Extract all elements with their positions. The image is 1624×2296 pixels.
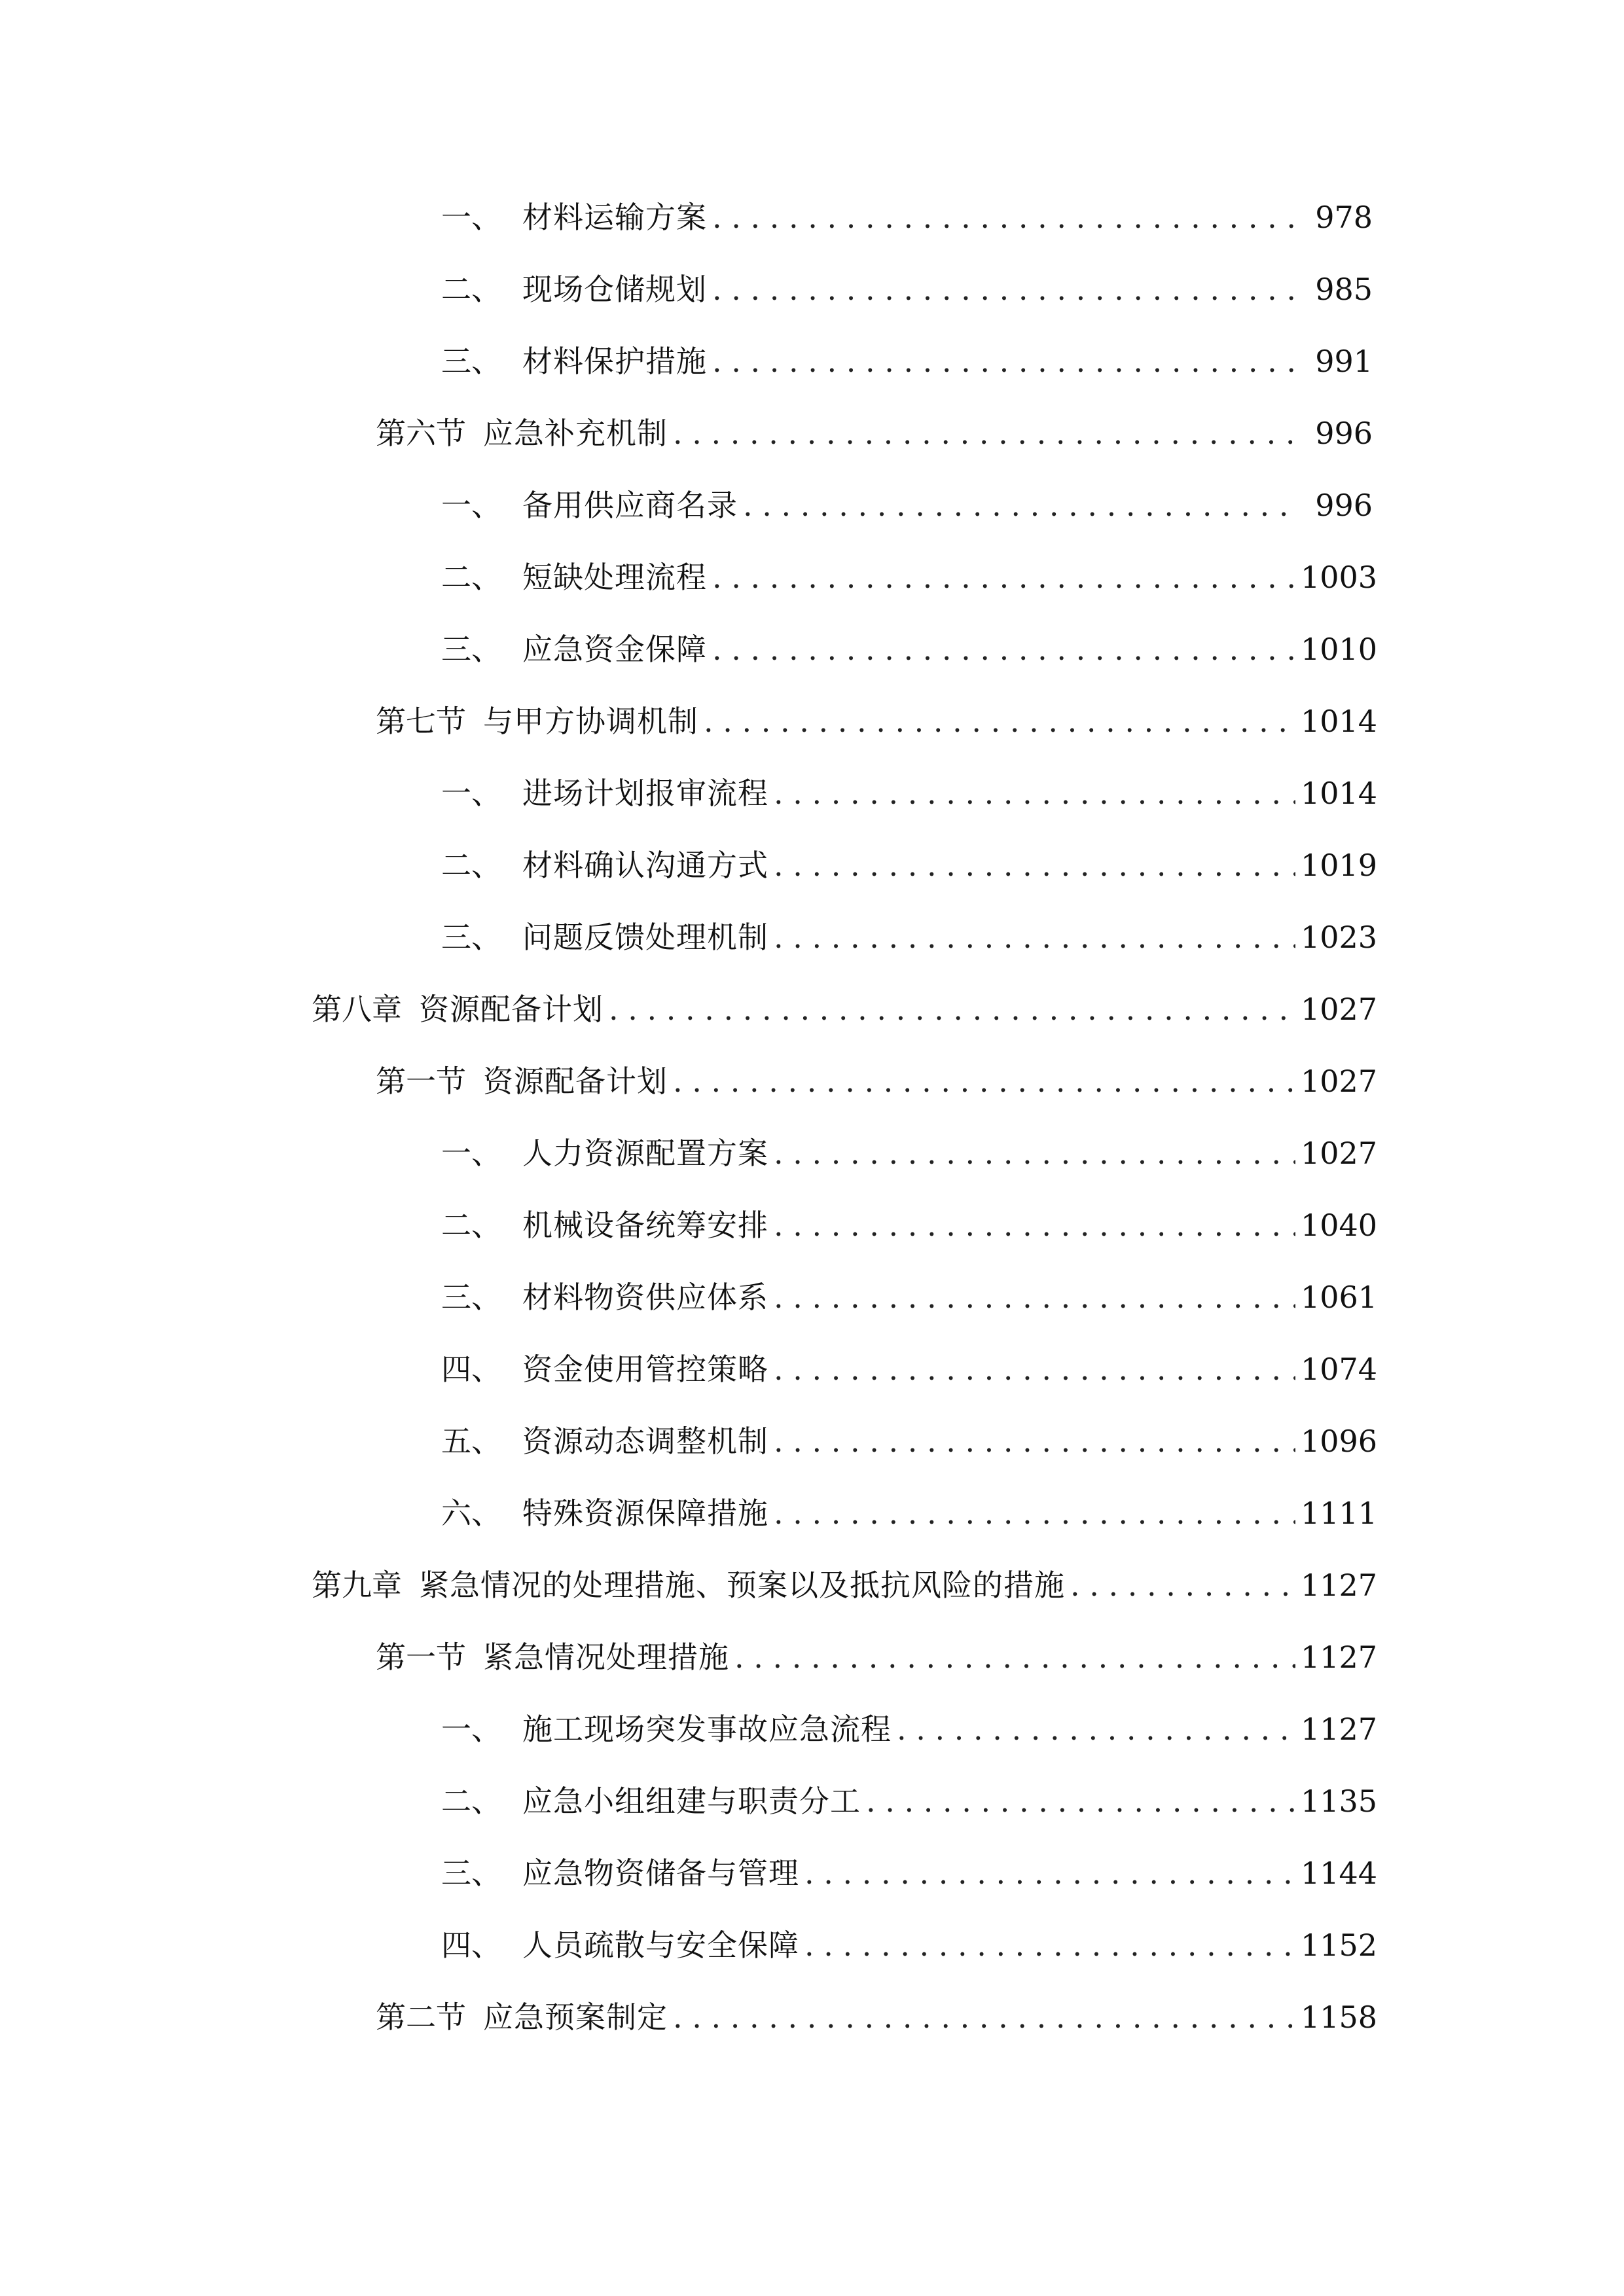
toc-entry[interactable] xyxy=(376,410,1624,457)
toc-entry[interactable] xyxy=(441,482,1624,529)
toc-entry-page: 1027 xyxy=(1301,992,1378,1027)
toc-entry[interactable] xyxy=(441,1346,1624,1393)
toc-entry-page: 996 xyxy=(1315,488,1373,523)
toc-entry-page: 1027 xyxy=(1301,1136,1378,1171)
toc-dot-leader xyxy=(609,986,1295,1033)
toc-entry-title: 资金使用管控策略 xyxy=(522,1352,768,1387)
toc-entry-title: 机械设备统筹安排 xyxy=(522,1208,768,1243)
toc-entry-title: 应急资金保障 xyxy=(522,632,707,667)
toc-dot-leader xyxy=(1070,1562,1295,1609)
toc-dot-leader xyxy=(774,1202,1295,1249)
toc-entry-title: 应急预案制定 xyxy=(483,2000,668,2035)
toc-entry-page: 985 xyxy=(1315,272,1373,307)
toc-entry-title: 现场仓储规划 xyxy=(522,272,707,307)
toc-entry-title: 人员疏散与安全保障 xyxy=(522,1928,799,1963)
toc-dot-leader xyxy=(712,626,1295,673)
toc-entry[interactable] xyxy=(441,1274,1624,1321)
toc-entry-page: 1152 xyxy=(1301,1928,1378,1963)
toc-entry-title: 材料保护措施 xyxy=(522,344,707,379)
toc-entry-page: 1096 xyxy=(1301,1424,1378,1459)
toc-entry-page: 1074 xyxy=(1301,1352,1378,1387)
toc-entry[interactable] xyxy=(441,1706,1624,1753)
toc-dot-leader xyxy=(774,914,1295,961)
toc-entry-page: 1014 xyxy=(1301,704,1378,739)
toc-entry-page: 1144 xyxy=(1301,1856,1378,1891)
toc-entry-page: 1127 xyxy=(1301,1712,1378,1747)
toc-dot-leader xyxy=(774,1274,1295,1321)
toc-entry-title: 问题反馈处理机制 xyxy=(522,920,768,955)
toc-entry-title: 材料物资供应体系 xyxy=(522,1280,768,1315)
toc-entry-number: 第二节 xyxy=(376,2000,466,2035)
toc-dot-leader xyxy=(673,1058,1295,1105)
toc-dot-leader xyxy=(774,1130,1295,1177)
toc-entry-title: 施工现场突发事故应急流程 xyxy=(522,1712,892,1747)
toc-entry-number: 三、 xyxy=(441,1856,501,1891)
toc-entry[interactable] xyxy=(441,554,1624,601)
toc-entry-page: 991 xyxy=(1315,344,1373,379)
toc-entry-number: 三、 xyxy=(441,1280,501,1315)
toc-dot-leader xyxy=(673,410,1295,457)
toc-entry-page: 1158 xyxy=(1301,2000,1378,2035)
toc-entry[interactable] xyxy=(441,194,1624,241)
toc-entry[interactable] xyxy=(441,626,1624,673)
toc-dot-leader xyxy=(774,770,1295,817)
toc-entry-number: 二、 xyxy=(441,1208,501,1243)
toc-entry-page: 1003 xyxy=(1301,560,1378,595)
toc-entry-title: 应急物资储备与管理 xyxy=(522,1856,799,1891)
toc-entry-page: 996 xyxy=(1315,416,1373,451)
toc-dot-leader xyxy=(897,1706,1295,1753)
toc-dot-leader xyxy=(774,842,1295,889)
toc-entry[interactable] xyxy=(441,1850,1624,1897)
toc-entry-title: 紧急情况的处理措施、预案以及抵抗风险的措施 xyxy=(419,1568,1065,1603)
toc-entry[interactable] xyxy=(312,1562,1624,1609)
toc-entry-number: 一、 xyxy=(441,1712,501,1747)
toc-dot-leader xyxy=(804,1850,1295,1897)
toc-entry-number: 四、 xyxy=(441,1352,501,1387)
toc-entry-page: 978 xyxy=(1315,200,1373,235)
toc-dot-leader xyxy=(743,482,1295,529)
toc-entry-title: 紧急情况处理措施 xyxy=(483,1640,729,1675)
toc-entry-number: 一、 xyxy=(441,488,501,523)
toc-entry-page: 1010 xyxy=(1301,632,1378,667)
toc-entry-title: 与甲方协调机制 xyxy=(483,704,698,739)
toc-entry-title: 应急补充机制 xyxy=(483,416,668,451)
toc-entry[interactable] xyxy=(441,842,1624,889)
toc-entry-number: 第八章 xyxy=(312,992,402,1027)
toc-entry[interactable] xyxy=(376,698,1624,745)
toc-entry-page: 1061 xyxy=(1301,1280,1378,1315)
toc-entry-page: 1040 xyxy=(1301,1208,1378,1243)
toc-entry-page: 1127 xyxy=(1301,1568,1378,1603)
toc-entry-number: 四、 xyxy=(441,1928,501,1963)
toc-entry[interactable] xyxy=(312,986,1624,1033)
toc-entry[interactable] xyxy=(441,770,1624,817)
toc-dot-leader xyxy=(712,266,1295,313)
toc-entry-page: 1019 xyxy=(1301,848,1378,883)
toc-entry-number: 二、 xyxy=(441,848,501,883)
toc-entry-number: 第一节 xyxy=(376,1064,466,1099)
toc-entry-number: 二、 xyxy=(441,560,501,595)
toc-dot-leader xyxy=(774,1346,1295,1393)
toc-entry[interactable] xyxy=(441,1202,1624,1249)
toc-entry-title: 资源配备计划 xyxy=(483,1064,668,1099)
toc-entry-title: 资源动态调整机制 xyxy=(522,1424,768,1459)
toc-entry-title: 特殊资源保障措施 xyxy=(522,1496,768,1531)
toc-entry-page: 1135 xyxy=(1301,1784,1378,1819)
toc-entry[interactable] xyxy=(441,1490,1624,1537)
toc-entry-number: 三、 xyxy=(441,632,501,667)
toc-dot-leader xyxy=(774,1418,1295,1465)
toc-entry[interactable] xyxy=(441,1778,1624,1825)
toc-entry-page: 1027 xyxy=(1301,1064,1378,1099)
toc-entry[interactable] xyxy=(376,1634,1624,1681)
toc-entry-title: 资源配备计划 xyxy=(419,992,604,1027)
toc-entry-title: 短缺处理流程 xyxy=(522,560,707,595)
toc-entry[interactable] xyxy=(441,914,1624,961)
toc-entry[interactable] xyxy=(376,1994,1624,2041)
toc-entry[interactable] xyxy=(441,1130,1624,1177)
toc-dot-leader xyxy=(712,554,1295,601)
toc-entry-page: 1111 xyxy=(1301,1496,1378,1531)
toc-entry-number: 第九章 xyxy=(312,1568,402,1603)
toc-dot-leader xyxy=(866,1778,1295,1825)
toc-dot-leader xyxy=(774,1490,1295,1537)
toc-entry-number: 第一节 xyxy=(376,1640,466,1675)
toc-entry-title: 材料运输方案 xyxy=(522,200,707,235)
toc-entry-number: 五、 xyxy=(441,1424,501,1459)
toc-entry-number: 二、 xyxy=(441,1784,501,1819)
toc-entry-number: 六、 xyxy=(441,1496,501,1531)
toc-entry-number: 二、 xyxy=(441,272,501,307)
toc-entry-number: 第六节 xyxy=(376,416,466,451)
toc-entry[interactable] xyxy=(441,266,1624,313)
toc-entry-number: 一、 xyxy=(441,776,501,811)
toc-entry-page: 1023 xyxy=(1301,920,1378,955)
toc-dot-leader xyxy=(704,698,1295,745)
toc-entry-number: 三、 xyxy=(441,344,501,379)
toc-entry-number: 一、 xyxy=(441,200,501,235)
toc-dot-leader xyxy=(712,338,1295,385)
toc-dot-leader xyxy=(734,1634,1295,1681)
toc-entry[interactable] xyxy=(441,338,1624,385)
toc-entry[interactable] xyxy=(441,1418,1624,1465)
toc-entry-title: 应急小组组建与职责分工 xyxy=(522,1784,861,1819)
toc-dot-leader xyxy=(804,1922,1295,1969)
toc-entry-title: 备用供应商名录 xyxy=(522,488,738,523)
toc-entry-page: 1014 xyxy=(1301,776,1378,811)
toc-dot-leader xyxy=(712,194,1295,241)
toc-entry[interactable] xyxy=(441,1922,1624,1969)
toc-entry-title: 材料确认沟通方式 xyxy=(522,848,768,883)
toc-entry[interactable] xyxy=(376,1058,1624,1105)
toc-entry-number: 一、 xyxy=(441,1136,501,1171)
toc-entry-number: 第七节 xyxy=(376,704,466,739)
toc-entry-title: 人力资源配置方案 xyxy=(522,1136,768,1171)
toc-entry-page: 1127 xyxy=(1301,1640,1378,1675)
toc-entry-title: 进场计划报审流程 xyxy=(522,776,768,811)
toc-dot-leader xyxy=(673,1994,1295,2041)
toc-entry-number: 三、 xyxy=(441,920,501,955)
